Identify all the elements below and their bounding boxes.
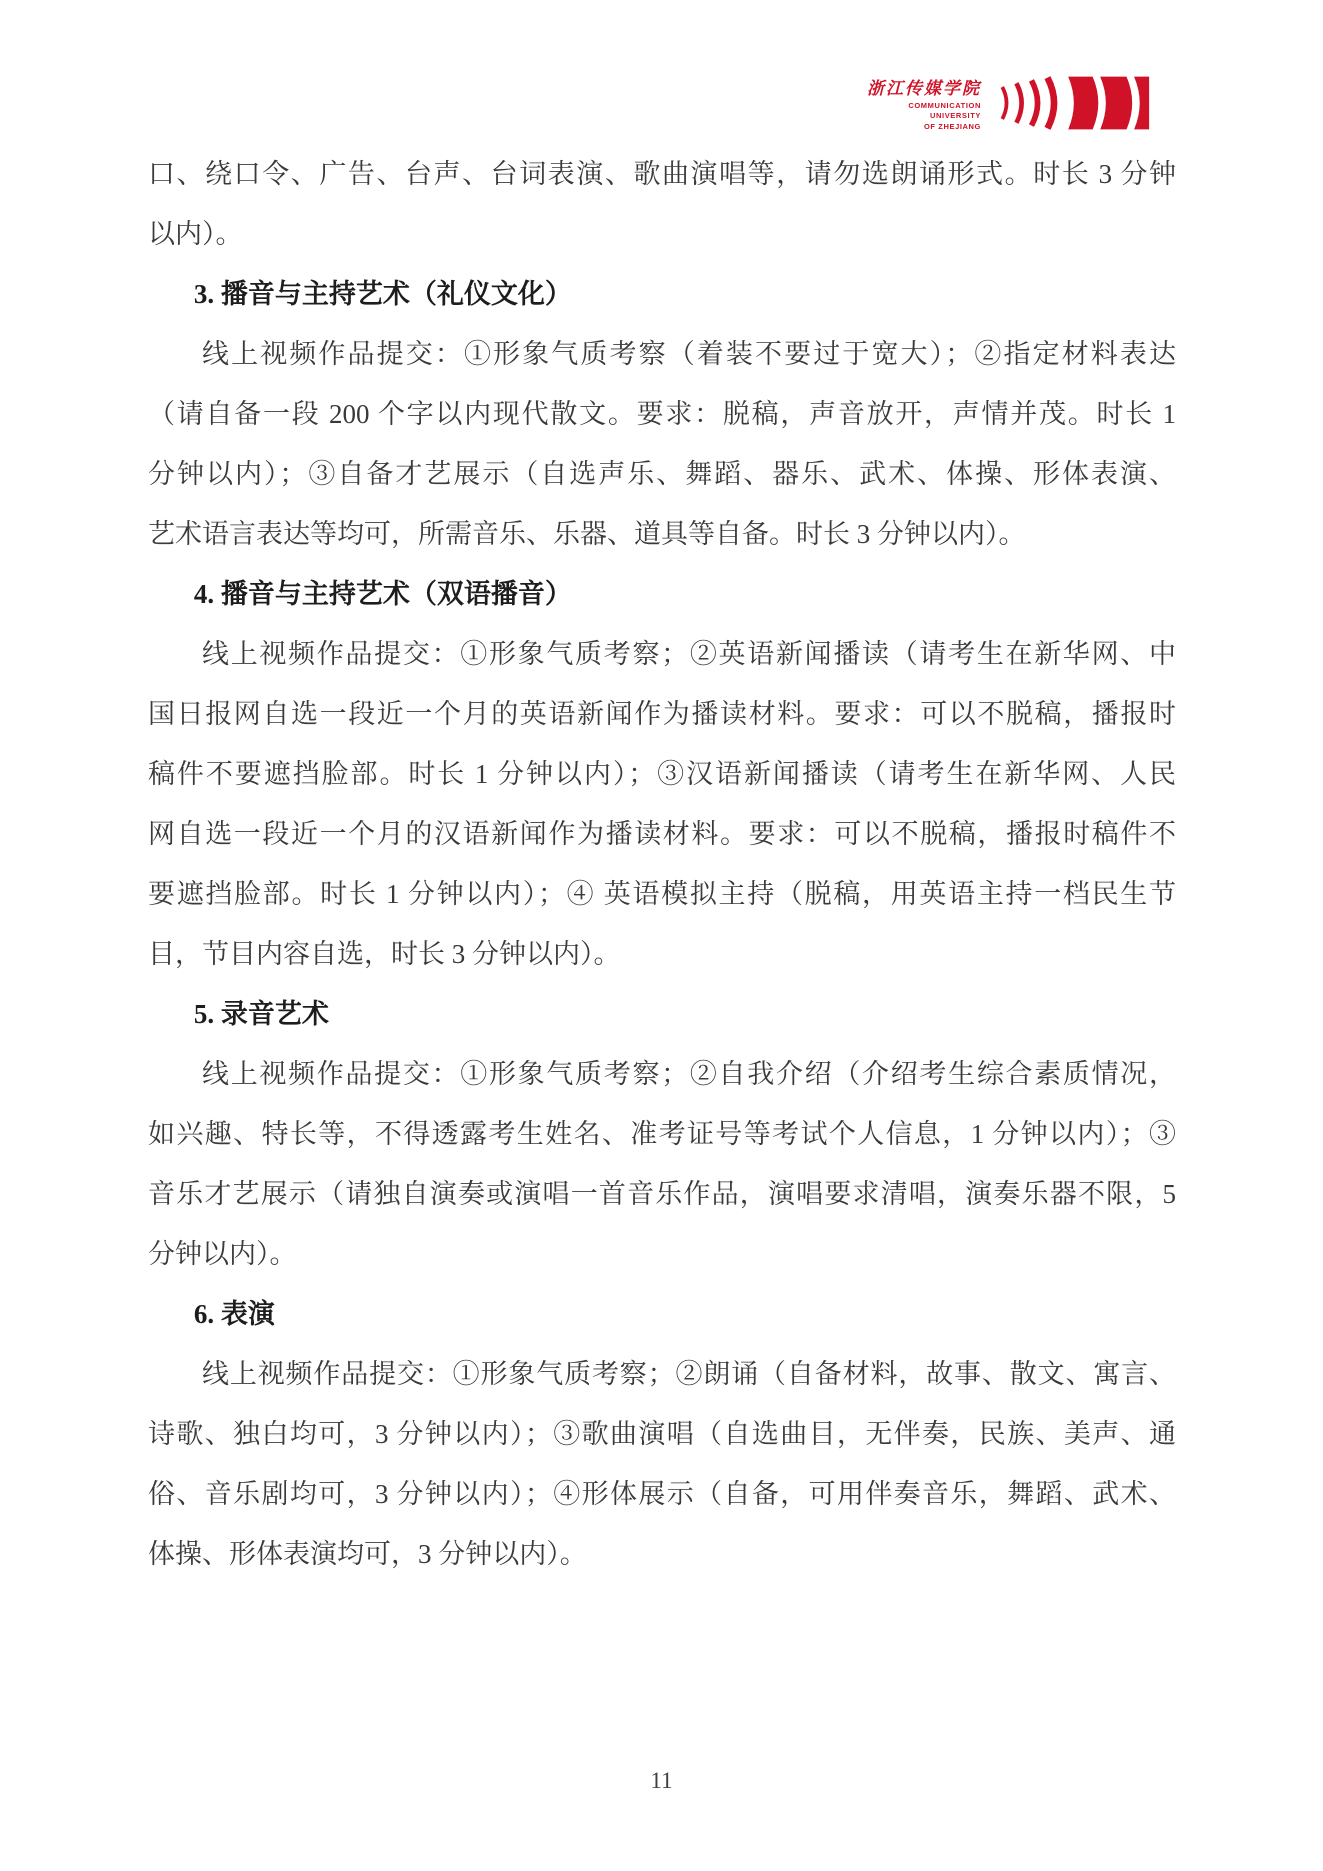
logo-english-line: UNIVERSITY xyxy=(929,111,981,121)
body-text-line: 分钟以内）。 xyxy=(148,1239,297,1269)
university-logo xyxy=(867,74,1151,132)
body-text-line: 国日报网自选一段近一个月的英语新闻作为播读材料。要求：可以不脱稿，播报时 xyxy=(148,699,1176,729)
body-text-line: 音乐才艺展示（请独自演奏或演唱一首音乐作品，演唱要求清唱，演奏乐器不限，5 xyxy=(148,1179,1176,1209)
body-text-line: 稿件不要遮挡脸部。时长 1 分钟以内）；③汉语新闻播读（请考生在新华网、人民 xyxy=(148,759,1176,789)
body-text-line: 以内）。 xyxy=(148,219,243,249)
body-text-line: 如兴趣、特长等，不得透露考生姓名、准考证号等考试个人信息，1 分钟以内）；③ xyxy=(148,1119,1176,1149)
body-text-line: 要遮挡脸部。时长 1 分钟以内）；④ 英语模拟主持（脱稿，用英语主持一档民生节 xyxy=(148,879,1176,909)
body-text-line: 口、绕口令、广告、台声、台词表演、歌曲演唱等，请勿选朗诵形式。时长 3 分钟 xyxy=(148,159,1176,189)
soundwave-logo-icon xyxy=(991,74,1151,132)
body-text-line: 线上视频作品提交：①形象气质考察；②英语新闻播读（请考生在新华网、中 xyxy=(202,639,1176,669)
logo-english-line: COMMUNICATION xyxy=(908,101,981,111)
logo-english-name xyxy=(867,101,981,131)
body-text-line: 分钟以内）；③自备才艺展示（自选声乐、舞蹈、器乐、武术、体操、形体表演、 xyxy=(148,459,1176,489)
body-text-line: 网自选一段近一个月的汉语新闻作为播读材料。要求：可以不脱稿，播报时稿件不 xyxy=(148,819,1176,849)
body-text-line: 艺术语言表达等均可，所需音乐、乐器、道具等自备。时长 3 分钟以内）。 xyxy=(148,519,1026,549)
section-heading: 4. 播音与主持艺术（双语播音） xyxy=(193,579,572,609)
section-heading: 3. 播音与主持艺术（礼仪文化） xyxy=(193,279,572,309)
body-text-line: 线上视频作品提交：①形象气质考察；②朗诵（自备材料，故事、散文、寓言、 xyxy=(202,1359,1176,1389)
logo-wordmark xyxy=(867,74,981,131)
body-text-line: 诗歌、独白均可，3 分钟以内）；③歌曲演唱（自选曲目，无伴奏，民族、美声、通 xyxy=(148,1419,1176,1449)
section-heading: 5. 录音艺术 xyxy=(193,999,329,1029)
logo-english-line: OF ZHEJIANG xyxy=(923,121,981,131)
body-text-line: 目，节目内容自选，时长 3 分钟以内）。 xyxy=(148,939,621,969)
page-number: 11 xyxy=(650,1768,673,1793)
body-text-line: 线上视频作品提交：①形象气质考察（着装不要过于宽大）；②指定材料表达 xyxy=(202,339,1176,369)
body-text-line: 体操、形体表演均可，3 分钟以内）。 xyxy=(148,1539,587,1569)
logo-chinese-name: 浙江传媒学院 xyxy=(867,79,981,99)
body-text-line: 俗、音乐剧均可，3 分钟以内）；④形体展示（自备，可用伴奏音乐，舞蹈、武术、 xyxy=(148,1479,1176,1509)
document-body xyxy=(148,144,1176,1584)
body-text-line: （请自备一段 200 个字以内现代散文。要求：脱稿，声音放开，声情并茂。时长 1 xyxy=(148,399,1176,429)
body-text-line: 线上视频作品提交：①形象气质考察；②自我介绍（介绍考生综合素质情况， xyxy=(202,1059,1176,1089)
section-heading: 6. 表演 xyxy=(193,1299,275,1329)
